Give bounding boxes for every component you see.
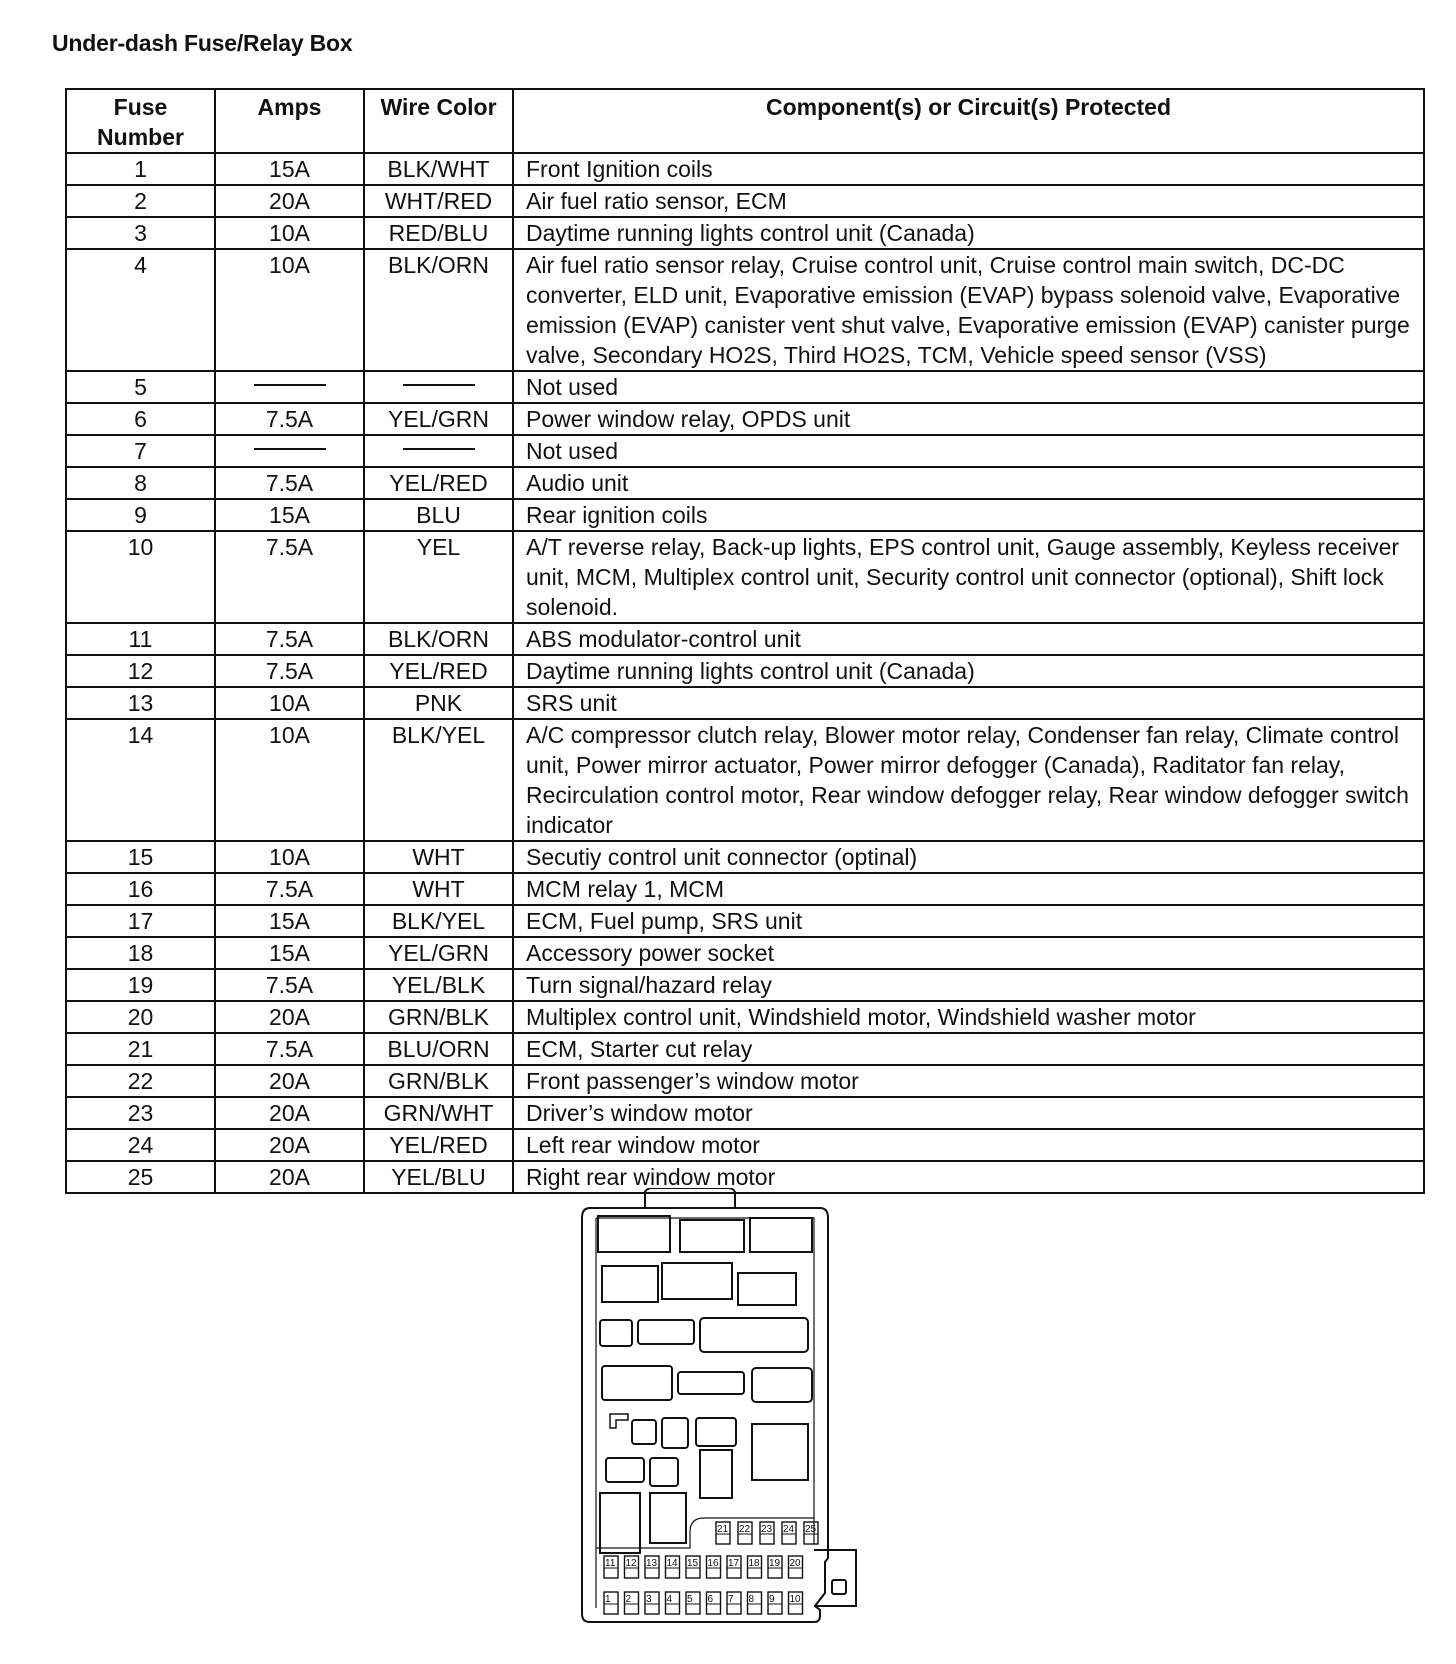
amps-cell: 15A	[215, 937, 364, 969]
wire-color-cell: YEL/GRN	[364, 937, 513, 969]
empty-value-dash	[254, 448, 326, 450]
table-row	[66, 687, 1424, 719]
header-component: Component(s) or Circuit(s) Protected	[513, 89, 1424, 153]
table-row	[66, 531, 1424, 623]
component-cell: ECM, Starter cut relay	[513, 1033, 1424, 1065]
fuse-slot-label: 7	[728, 1594, 734, 1605]
relay-slot	[662, 1263, 732, 1299]
fuse-slot-label: 17	[728, 1558, 740, 1569]
fuse-slot-label: 21	[717, 1524, 729, 1535]
empty-value-dash	[254, 384, 326, 386]
component-cell: Not used	[513, 371, 1424, 403]
fuse-slot-label: 22	[739, 1524, 751, 1535]
wire-color-cell: GRN/WHT	[364, 1097, 513, 1129]
empty-value-dash	[403, 448, 475, 450]
amps-cell: 7.5A	[215, 655, 364, 687]
page-title: Under-dash Fuse/Relay Box	[52, 30, 353, 56]
table-row	[66, 153, 1424, 185]
fuse-number-cell: 7	[66, 435, 215, 467]
table-row	[66, 969, 1424, 1001]
relay-slot	[752, 1424, 808, 1480]
fuse-number-cell: 5	[66, 371, 215, 403]
component-cell: A/T reverse relay, Back-up lights, EPS control unit, Gauge assembly, Keyless receiver unit, MCM, Multiplex control unit, Security control unit connector (optional), Shift lock solenoid.	[513, 531, 1424, 623]
amps-cell: 10A	[215, 841, 364, 873]
empty-value-dash	[403, 384, 475, 386]
wire-color-cell: BLU/ORN	[364, 1033, 513, 1065]
wire-color-cell	[364, 435, 513, 467]
fuse-slot-label: 9	[769, 1594, 775, 1605]
wire-color-cell: RED/BLU	[364, 217, 513, 249]
fuse-slot-label: 6	[707, 1594, 714, 1605]
fuse-number-cell: 25	[66, 1161, 215, 1193]
table-row	[66, 403, 1424, 435]
component-cell: Secutiy control unit connector (optinal)	[513, 841, 1424, 873]
amps-cell: 10A	[215, 687, 364, 719]
component-cell: Front Ignition coils	[513, 153, 1424, 185]
fuse-slot-label: 11	[605, 1558, 616, 1569]
component-cell: Daytime running lights control unit (Canada)	[513, 655, 1424, 687]
table-row	[66, 719, 1424, 841]
amps-cell: 7.5A	[215, 1033, 364, 1065]
fuse-area-outline	[596, 1518, 814, 1548]
table-row	[66, 841, 1424, 873]
fuse-number-cell: 4	[66, 249, 215, 371]
fuse-slot-label: 18	[748, 1558, 760, 1569]
fuse-number-cell: 23	[66, 1097, 215, 1129]
wire-color-cell: GRN/BLK	[364, 1001, 513, 1033]
wire-color-cell: BLK/ORN	[364, 623, 513, 655]
amps-cell	[215, 435, 364, 467]
wire-color-cell: BLK/YEL	[364, 905, 513, 937]
wire-color-cell: BLK/YEL	[364, 719, 513, 841]
component-cell: Driver’s window motor	[513, 1097, 1424, 1129]
relay-slot	[738, 1273, 796, 1305]
table-row	[66, 1065, 1424, 1097]
wire-color-cell: YEL/GRN	[364, 403, 513, 435]
fuse-number-cell: 19	[66, 969, 215, 1001]
fuse-slot-grid	[604, 1522, 818, 1614]
component-cell: A/C compressor clutch relay, Blower motor relay, Condenser fan relay, Climate control unit, Power mirror actuator, Power mirror defogger (Canada), Raditator fan relay, Recirculation control motor, Rear window defogger relay, Rear window defogger switch indicator	[513, 719, 1424, 841]
fuse-slot-label: 12	[625, 1558, 637, 1569]
wire-color-cell: GRN/BLK	[364, 1065, 513, 1097]
wire-color-cell: YEL/RED	[364, 1129, 513, 1161]
table-row	[66, 185, 1424, 217]
connector-slot	[700, 1318, 808, 1352]
table-row	[66, 217, 1424, 249]
fuse-number-cell: 17	[66, 905, 215, 937]
amps-cell: 7.5A	[215, 531, 364, 623]
fuse-slot-label: 10	[789, 1594, 801, 1605]
wire-color-cell: YEL/RED	[364, 467, 513, 499]
fuse-table	[65, 88, 1425, 1194]
relay-slot	[650, 1493, 686, 1543]
fuse-number-cell: 24	[66, 1129, 215, 1161]
fuse-slot-label: 4	[666, 1594, 673, 1605]
wire-color-cell: WHT	[364, 841, 513, 873]
table-row	[66, 937, 1424, 969]
fuse-slot-label: 25	[805, 1524, 817, 1535]
fuse-number-cell: 18	[66, 937, 215, 969]
connector-slot	[638, 1320, 694, 1344]
component-cell: Daytime running lights control unit (Canada)	[513, 217, 1424, 249]
relay-slot	[598, 1216, 670, 1252]
component-cell: Air fuel ratio sensor, ECM	[513, 185, 1424, 217]
amps-cell: 15A	[215, 905, 364, 937]
component-cell: Right rear window motor	[513, 1161, 1424, 1193]
amps-cell	[215, 371, 364, 403]
wire-color-cell	[364, 371, 513, 403]
fuse-slot-label: 15	[687, 1558, 699, 1569]
component-cell: Multiplex control unit, Windshield motor, Windshield washer motor	[513, 1001, 1424, 1033]
table-header-row	[66, 89, 1424, 153]
fuse-number-cell: 21	[66, 1033, 215, 1065]
connector-slot	[678, 1372, 744, 1394]
connector-slot	[602, 1366, 672, 1400]
amps-cell: 10A	[215, 249, 364, 371]
amps-cell: 15A	[215, 499, 364, 531]
connector-slot	[752, 1368, 812, 1402]
fuse-number-cell: 8	[66, 467, 215, 499]
fuse-slot-label: 16	[707, 1558, 719, 1569]
amps-cell: 15A	[215, 153, 364, 185]
amps-cell: 7.5A	[215, 467, 364, 499]
fuse-number-cell: 16	[66, 873, 215, 905]
header-wire-color: Wire Color	[364, 89, 513, 153]
fuse-number-cell: 22	[66, 1065, 215, 1097]
wire-color-cell: WHT	[364, 873, 513, 905]
table-row	[66, 905, 1424, 937]
fuse-slot-label: 5	[687, 1594, 693, 1605]
amps-cell: 20A	[215, 1129, 364, 1161]
component-cell: ABS modulator-control unit	[513, 623, 1424, 655]
table-row	[66, 499, 1424, 531]
amps-cell: 20A	[215, 1065, 364, 1097]
table-row	[66, 1033, 1424, 1065]
wire-color-cell: BLK/ORN	[364, 249, 513, 371]
wire-color-cell: YEL/BLU	[364, 1161, 513, 1193]
component-cell: Power window relay, OPDS unit	[513, 403, 1424, 435]
fuse-number-cell: 15	[66, 841, 215, 873]
component-cell: Not used	[513, 435, 1424, 467]
fuse-number-cell: 1	[66, 153, 215, 185]
amps-cell: 10A	[215, 719, 364, 841]
table-row	[66, 873, 1424, 905]
table-row	[66, 655, 1424, 687]
component-cell: Turn signal/hazard relay	[513, 969, 1424, 1001]
fuse-slot-label: 1	[605, 1594, 611, 1605]
amps-cell: 7.5A	[215, 969, 364, 1001]
table-row	[66, 1129, 1424, 1161]
table-row	[66, 623, 1424, 655]
fuse-number-cell: 2	[66, 185, 215, 217]
component-cell: SRS unit	[513, 687, 1424, 719]
relay-slot	[602, 1266, 658, 1302]
fuse-number-cell: 3	[66, 217, 215, 249]
component-cell: Rear ignition coils	[513, 499, 1424, 531]
table-row	[66, 371, 1424, 403]
amps-cell: 7.5A	[215, 623, 364, 655]
amps-cell: 7.5A	[215, 403, 364, 435]
fuse-number-cell: 13	[66, 687, 215, 719]
fuse-slot-label: 14	[666, 1558, 678, 1569]
table-row	[66, 467, 1424, 499]
wire-color-cell: BLU	[364, 499, 513, 531]
table-row	[66, 1097, 1424, 1129]
relay-slot	[700, 1450, 732, 1498]
table-row	[66, 249, 1424, 371]
wire-color-cell: PNK	[364, 687, 513, 719]
fuse-number-cell: 11	[66, 623, 215, 655]
component-cell: ECM, Fuel pump, SRS unit	[513, 905, 1424, 937]
component-cell: Air fuel ratio sensor relay, Cruise control unit, Cruise control main switch, DC-DC converter, ELD unit, Evaporative emission (EVAP) bypass solenoid valve, Evaporative emission (EVAP) canister vent shut valve, Evaporative emission (EVAP) canister purge valve, Secondary HO2S, Third HO2S, TCM, Vehicle speed sensor (VSS)	[513, 249, 1424, 371]
component-cell: Left rear window motor	[513, 1129, 1424, 1161]
fuse-number-cell: 14	[66, 719, 215, 841]
fuse-number-cell: 20	[66, 1001, 215, 1033]
fuse-slot-label: 13	[646, 1558, 658, 1569]
fuse-slot-label: 8	[748, 1594, 755, 1605]
box-top-tab	[645, 1188, 735, 1208]
component-cell: MCM relay 1, MCM	[513, 873, 1424, 905]
fuse-table-body	[66, 153, 1424, 1193]
table-row	[66, 435, 1424, 467]
amps-cell: 20A	[215, 1097, 364, 1129]
header-fuse-number: Fuse Number	[66, 89, 215, 153]
relay-slot	[680, 1220, 744, 1252]
fuse-slot-label: 3	[646, 1594, 652, 1605]
component-cell: Audio unit	[513, 467, 1424, 499]
fuse-box-diagram	[570, 1188, 870, 1628]
relay-slot	[750, 1218, 812, 1252]
fuse-number-cell: 12	[66, 655, 215, 687]
component-cell: Front passenger’s window motor	[513, 1065, 1424, 1097]
connector-slot	[600, 1320, 632, 1346]
wire-color-cell: BLK/WHT	[364, 153, 513, 185]
amps-cell: 20A	[215, 1161, 364, 1193]
amps-cell: 10A	[215, 217, 364, 249]
table-row	[66, 1001, 1424, 1033]
fuse-slot-label: 20	[789, 1558, 801, 1569]
amps-cell: 20A	[215, 185, 364, 217]
wire-color-cell: YEL	[364, 531, 513, 623]
header-amps: Amps	[215, 89, 364, 153]
fuse-slot-label: 23	[761, 1524, 773, 1535]
amps-cell: 20A	[215, 1001, 364, 1033]
relay-slot	[600, 1493, 640, 1553]
fuse-number-cell: 9	[66, 499, 215, 531]
wire-color-cell: WHT/RED	[364, 185, 513, 217]
amps-cell: 7.5A	[215, 873, 364, 905]
fuse-slot-label: 19	[769, 1558, 781, 1569]
fuse-slot-label: 2	[625, 1594, 632, 1605]
fuse-number-cell: 10	[66, 531, 215, 623]
fuse-slot-label: 24	[783, 1524, 795, 1535]
component-cell: Accessory power socket	[513, 937, 1424, 969]
wire-color-cell: YEL/RED	[364, 655, 513, 687]
wire-color-cell: YEL/BLK	[364, 969, 513, 1001]
fuse-number-cell: 6	[66, 403, 215, 435]
